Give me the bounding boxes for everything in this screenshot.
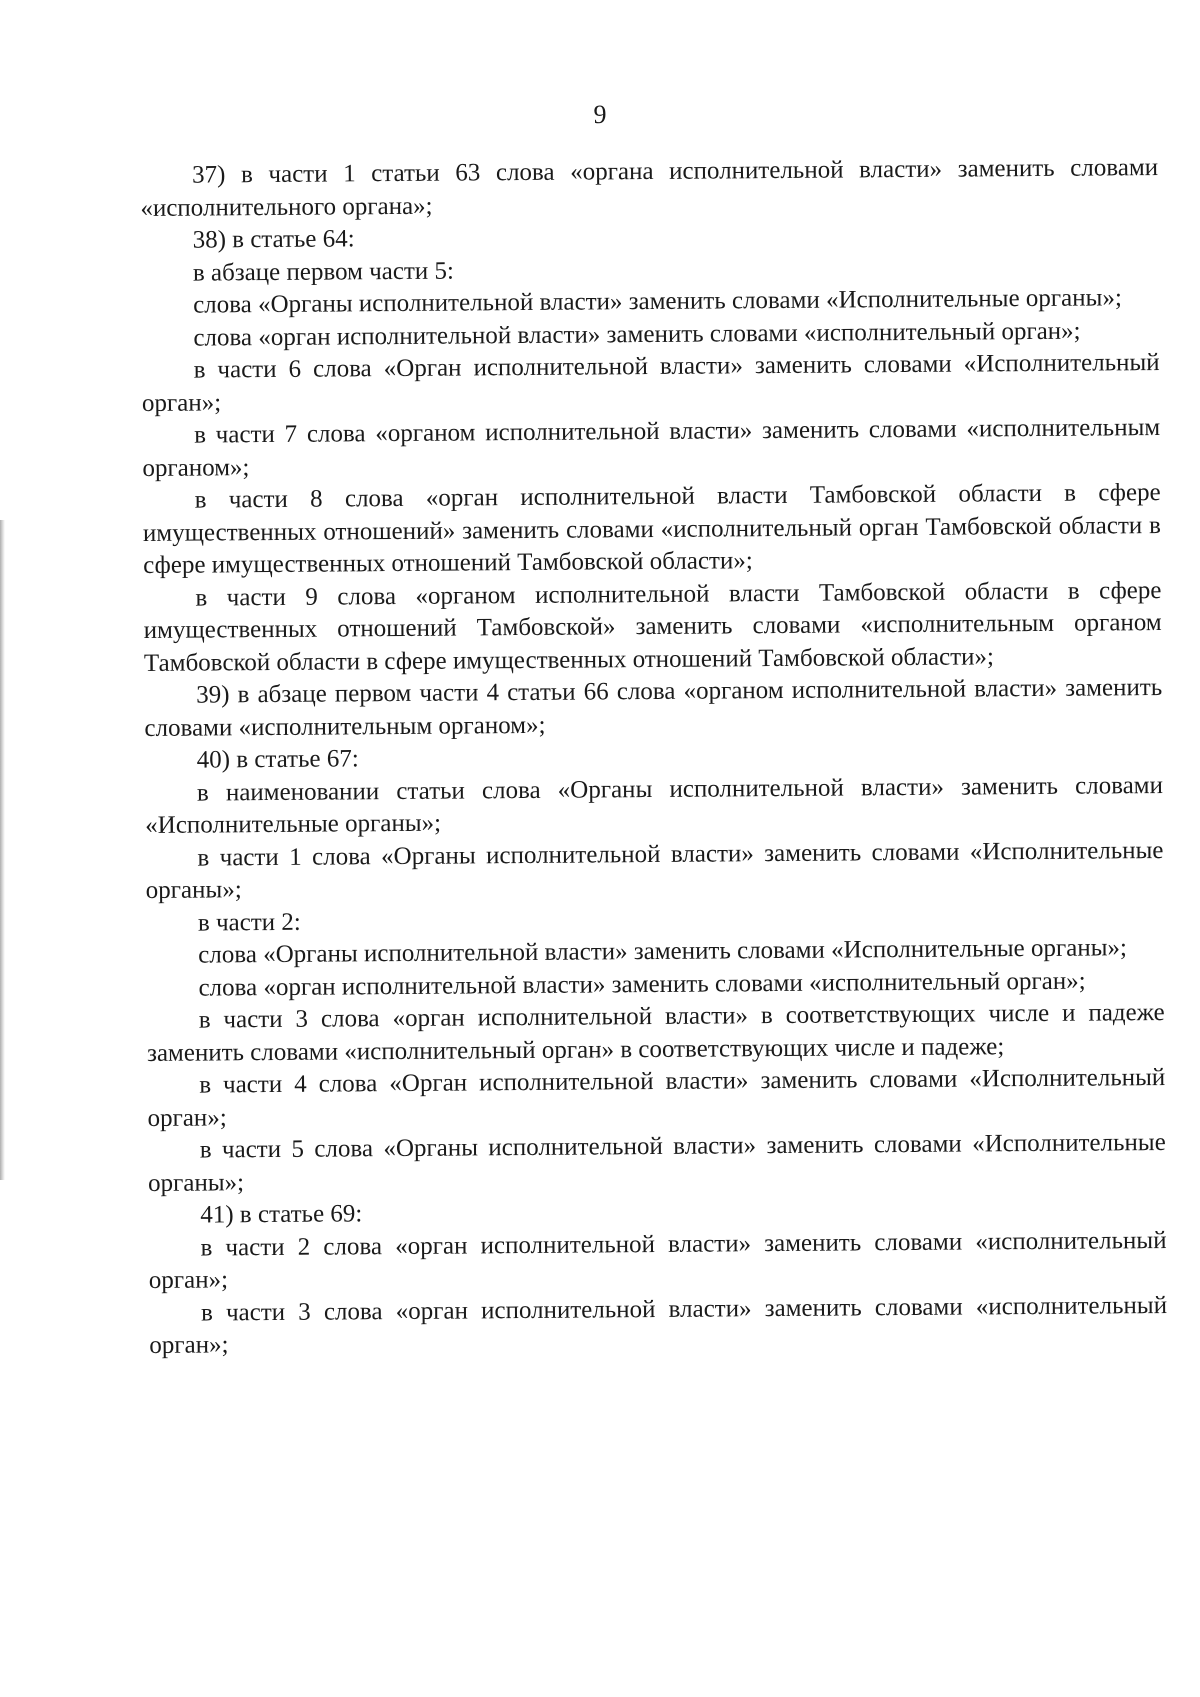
paragraph: в абзаце первом части 5:	[192, 257, 455, 287]
paragraph-item-40: 40) в статье 67:	[196, 745, 359, 774]
paragraph: в части 5 слова «Органы исполнительной власти» заменить словами «Исполнительные органы»;	[147, 1128, 1166, 1197]
paragraph: в части 8 слова «орган исполнительной власти Тамбовской области в сфере имущественных отношений» заменить словами «исполнительный орган Тамбовской области в сфере имущественных отношений Тамбовской области»;	[142, 478, 1162, 579]
paragraph: в части 3 слова «орган исполнительной власти» в соответствующих числе и падеже заменить словами «исполнительный орган» в соответствующих числе и падеже;	[146, 998, 1165, 1067]
paragraph: в части 2 слова «орган исполнительной власти» заменить словами «исполнительный орган»;	[148, 1226, 1167, 1294]
paragraph-item-39: 39) в абзаце первом части 4 статьи 66 слова «органом исполнительной власти» заменить словами «исполнительным органом»;	[144, 673, 1163, 742]
paragraph: слова «Органы исполнительной власти» заменить словами «Исполнительные органы»;	[193, 284, 1122, 319]
paragraph-item-38: 38) в статье 64:	[192, 225, 355, 254]
paragraph-item-37: 37) в части 1 статьи 63 слова «органа исполнительной власти» заменить словами «исполнительного органа»;	[140, 154, 1159, 222]
paragraph: в части 4 слова «Орган исполнительной власти» заменить словами «Исполнительный орган»;	[147, 1063, 1166, 1132]
paragraph: в части 3 слова «орган исполнительной власти» заменить словами «исполнительный орган»;	[149, 1291, 1168, 1359]
paragraph: слова «орган исполнительной власти» заменить словами «исполнительный орган»;	[198, 967, 1086, 1002]
scan-shadow-edge	[0, 520, 5, 1180]
page-number: 9	[593, 100, 607, 129]
paragraph: слова «Органы исполнительной власти» заменить словами «Исполнительные органы»;	[198, 934, 1128, 969]
paragraph: в части 2:	[197, 908, 301, 937]
paragraph: слова «орган исполнительной власти» заменить словами «исполнительный орган»;	[193, 317, 1081, 352]
paragraph: в наименовании статьи слова «Органы исполнительной власти» заменить словами «Исполнительные органы»;	[145, 771, 1164, 839]
paragraph: в части 6 слова «Орган исполнительной власти» заменить словами «Исполнительный орган»;	[141, 348, 1160, 417]
paragraph: в части 1 слова «Органы исполнительной власти» заменить словами «Исполнительные органы»;	[145, 836, 1164, 904]
document-body	[140, 152, 1167, 1362]
paragraph: в части 7 слова «органом исполнительной власти» заменить словами «исполнительным органом»;	[142, 413, 1161, 482]
paragraph-item-41: 41) в статье 69:	[200, 1200, 363, 1229]
paragraph: в части 9 слова «органом исполнительной власти Тамбовской области в сфере имущественных отношений Тамбовской» заменить словами «исполнительным органом Тамбовской области в сфере имущественных отношений Тамбовской области»;	[143, 576, 1162, 677]
